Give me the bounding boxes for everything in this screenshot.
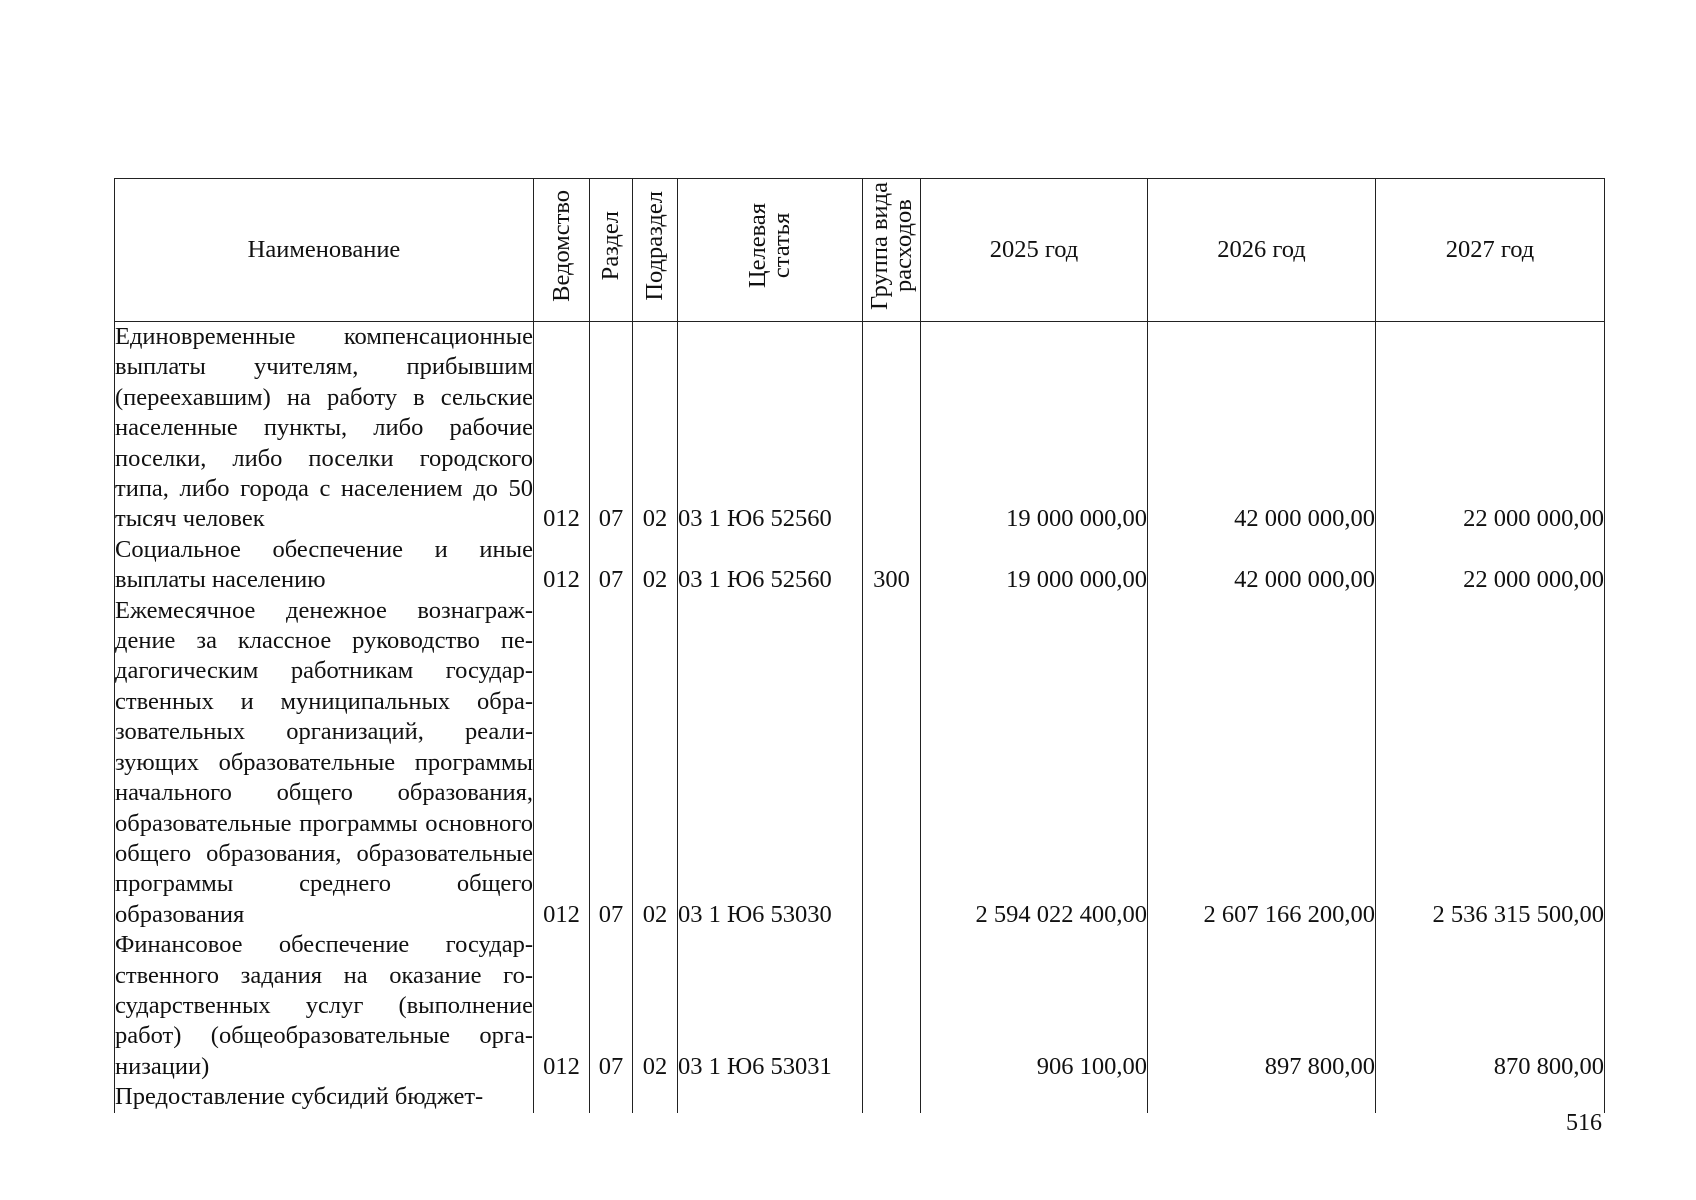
table-row <box>115 535 1605 596</box>
header-name: Наименование <box>115 179 534 322</box>
row-2027: 22 000 000,00 <box>1376 322 1605 535</box>
table-row <box>115 930 1605 1082</box>
row-name: Финансовое обеспечение государственного задания на оказание государственных услуг (выполнение работ) (общеобразовательные организации) <box>115 930 534 1082</box>
row-subsection: 02 <box>633 596 678 930</box>
row-target: 03 1 Ю6 52560 <box>678 535 863 596</box>
header-dept: Ведомство <box>534 179 590 322</box>
row-name: Социальное обеспечение и иные выплаты населению <box>115 535 534 596</box>
row-2026: 897 800,00 <box>1148 930 1376 1082</box>
row-target: 03 1 Ю6 53031 <box>678 930 863 1082</box>
row-2027: 870 800,00 <box>1376 930 1605 1082</box>
row-group: 300 <box>863 535 921 596</box>
row-section: 07 <box>590 322 633 535</box>
row-section: 07 <box>590 930 633 1082</box>
row-dept: 012 <box>534 930 590 1082</box>
row-group <box>863 322 921 535</box>
header-row <box>115 179 1605 322</box>
header-section: Раздел <box>590 179 633 322</box>
row-2026: 2 607 166 200,00 <box>1148 596 1376 930</box>
row-2027: 22 000 000,00 <box>1376 535 1605 596</box>
row-name: Ежемесячное денежное вознаграждение за классное руководство педагогическим работникам государственных и муниципальных образовательных организаций, реализующих образовательные программы начального общего образования, образовательные программы основного общего образования, образовательные программы среднего общего образования <box>115 596 534 930</box>
row-subsection: 02 <box>633 930 678 1082</box>
page-number: 516 <box>1566 1110 1602 1136</box>
header-2026: 2026 год <box>1148 179 1376 322</box>
row-2027: 2 536 315 500,00 <box>1376 596 1605 930</box>
table-row-partial <box>115 1082 1605 1112</box>
header-subsection: Подраздел <box>633 179 678 322</box>
row-section: 07 <box>590 596 633 930</box>
row-2025: 906 100,00 <box>921 930 1148 1082</box>
row-dept: 012 <box>534 535 590 596</box>
row-dept: 012 <box>534 596 590 930</box>
row-section: 07 <box>590 535 633 596</box>
row-dept: 012 <box>534 322 590 535</box>
row-2025: 19 000 000,00 <box>921 322 1148 535</box>
header-target: Целевая статья <box>678 179 863 322</box>
header-2027: 2027 год <box>1376 179 1605 322</box>
row-name: Единовременные компенсационные выплаты учителям, прибывшим (переехавшим) на работу в сельские населенные пункты, либо рабочие поселки, либо поселки городского типа, либо города с населением до 50 тысяч человек <box>115 322 534 535</box>
row-2026: 42 000 000,00 <box>1148 322 1376 535</box>
row-subsection: 02 <box>633 535 678 596</box>
row-group <box>863 596 921 930</box>
header-2025: 2025 год <box>921 179 1148 322</box>
budget-table <box>114 178 1605 1113</box>
header-group: Группа вида расходов <box>863 179 921 322</box>
row-2025: 19 000 000,00 <box>921 535 1148 596</box>
row-target: 03 1 Ю6 52560 <box>678 322 863 535</box>
table-row <box>115 596 1605 930</box>
table-row <box>115 322 1605 535</box>
row-group <box>863 930 921 1082</box>
row-target: 03 1 Ю6 53030 <box>678 596 863 930</box>
row-name: Предоставление субсидий бюджет- <box>115 1082 534 1112</box>
row-2025: 2 594 022 400,00 <box>921 596 1148 930</box>
row-2026: 42 000 000,00 <box>1148 535 1376 596</box>
row-subsection: 02 <box>633 322 678 535</box>
